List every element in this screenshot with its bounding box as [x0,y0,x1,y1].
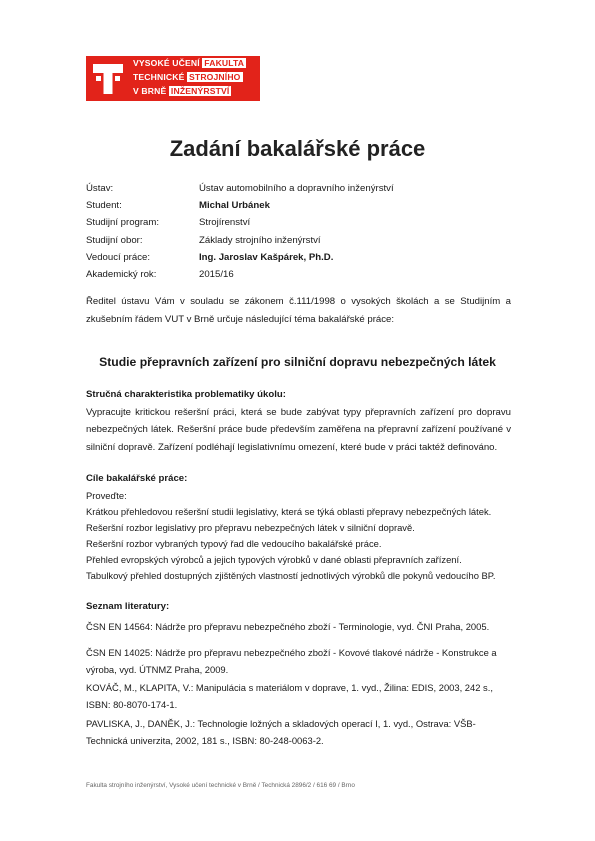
list-item: Přehled evropských výrobců a jejich typových výrobků v dané oblasti přepravních zařízení. [86,553,462,565]
list-item: Rešeršní rozbor vybraných typový řad dle vedoucího bakalářské práce. [86,537,382,549]
list-item: KOVÁČ, M., KLAPITA, V.: Manipulácia s materiálom v doprave, 1. vyd., Žilina: EDIS, 2003, 242 s., ISBN: 80-8070-174-1. [86,682,493,711]
logo-line2-b: STROJNÍHO [189,72,241,82]
page-footer: Fakulta strojního inženýrství, Vysoké učení technické v Brně / Technická 2896/2 / 616 69 / Brno [86,782,355,789]
goals-list [86,488,495,583]
intro-paragraph: Ředitel ústavu Vám v souladu se zákonem č.111/1998 o vysokých školách a se Studijním a zkušebním řádem VUT v Brně určuje následující téma bakalářské práce: [86,296,511,325]
meta-value: Michal Urbánek [199,200,270,212]
list-item: PAVLISKA, J., DANĚK, J.: Technologie ložných a skladových operací I, 1. vyd., Ostrava: VŠB-Technická univerzita, 2002, 181 s., ISBN: 80-248-0063-2. [86,718,476,747]
characteristics-text: Vypracujte kritickou rešeršní práci, která se bude zabývat typy přepravních zařízení pro dopravu nebezpečných látek. Rešeršní práce bude především zaměřena na přepravní zařízení používané v silniční dopravě. Zařízení podléhají legislativnímu omezení, které bude v práci taktéž definováno. [86,407,511,453]
meta-value: Strojírenství [199,217,251,229]
logo-line1-a: VYSOKÉ UČENÍ [133,58,200,68]
meta-value: 2015/16 [199,268,234,280]
list-item: Krátkou přehledovou rešeršní studii legislativy, která se týká oblasti přepravy nebezpečných látek. [86,505,492,517]
thesis-topic: Studie přepravních zařízení pro silniční dopravu nebezpečných látek [99,355,496,369]
meta-label: Akademický rok: [86,268,157,280]
meta-value: Ústav automobilního a dopravního inženýrství [199,183,394,194]
university-logo [86,56,260,101]
characteristics-heading: Stručná charakteristika problematiky úkolu: [86,389,286,400]
list-item: ČSN EN 14564: Nádrže pro přepravu nebezpečného zboží - Terminologie, vyd. ČNI Praha, 2005. [86,621,490,632]
logo-wordmark [130,56,260,101]
logo-line1-b: FAKULTA [204,58,245,68]
logo-line3-b: INŽENÝRSTVÍ [170,86,230,96]
meta-value: Ing. Jaroslav Kašpárek, Ph.D. [199,251,334,263]
meta-label: Student: [86,200,122,212]
logo-line2-a: TECHNICKÉ [133,72,185,82]
meta-label: Studijní program: [86,217,160,229]
meta-label: Studijní obor: [86,234,143,246]
list-item: Proveďte: [86,490,127,501]
literature-heading: Seznam literatury: [86,601,170,612]
list-item: Tabulkový přehled dostupných zjištěných vlastností jednotlivých výrobků dle pokynů vedoucího BP. [86,569,496,581]
meta-value: Základy strojního inženýrství [199,234,321,246]
goals-heading: Cíle bakalářské práce: [86,473,188,484]
logo-t-mark-icon [86,56,130,101]
list-item: ČSN EN 14025: Nádrže pro přepravu nebezpečného zboží - Kovové tlakové nádrže - Konstrukce a výroba, vyd. ÚTNMZ Praha, 2009. [86,647,497,676]
page-title: Zadání bakalářské práce [169,136,426,161]
meta-label: Ústav: [86,183,114,194]
list-item: Rešeršní rozbor legislativy pro přepravu nebezpečných látek v silniční dopravě. [86,521,415,533]
meta-label: Vedoucí práce: [86,251,151,263]
logo-line3-a: V BRNĚ [133,86,167,96]
